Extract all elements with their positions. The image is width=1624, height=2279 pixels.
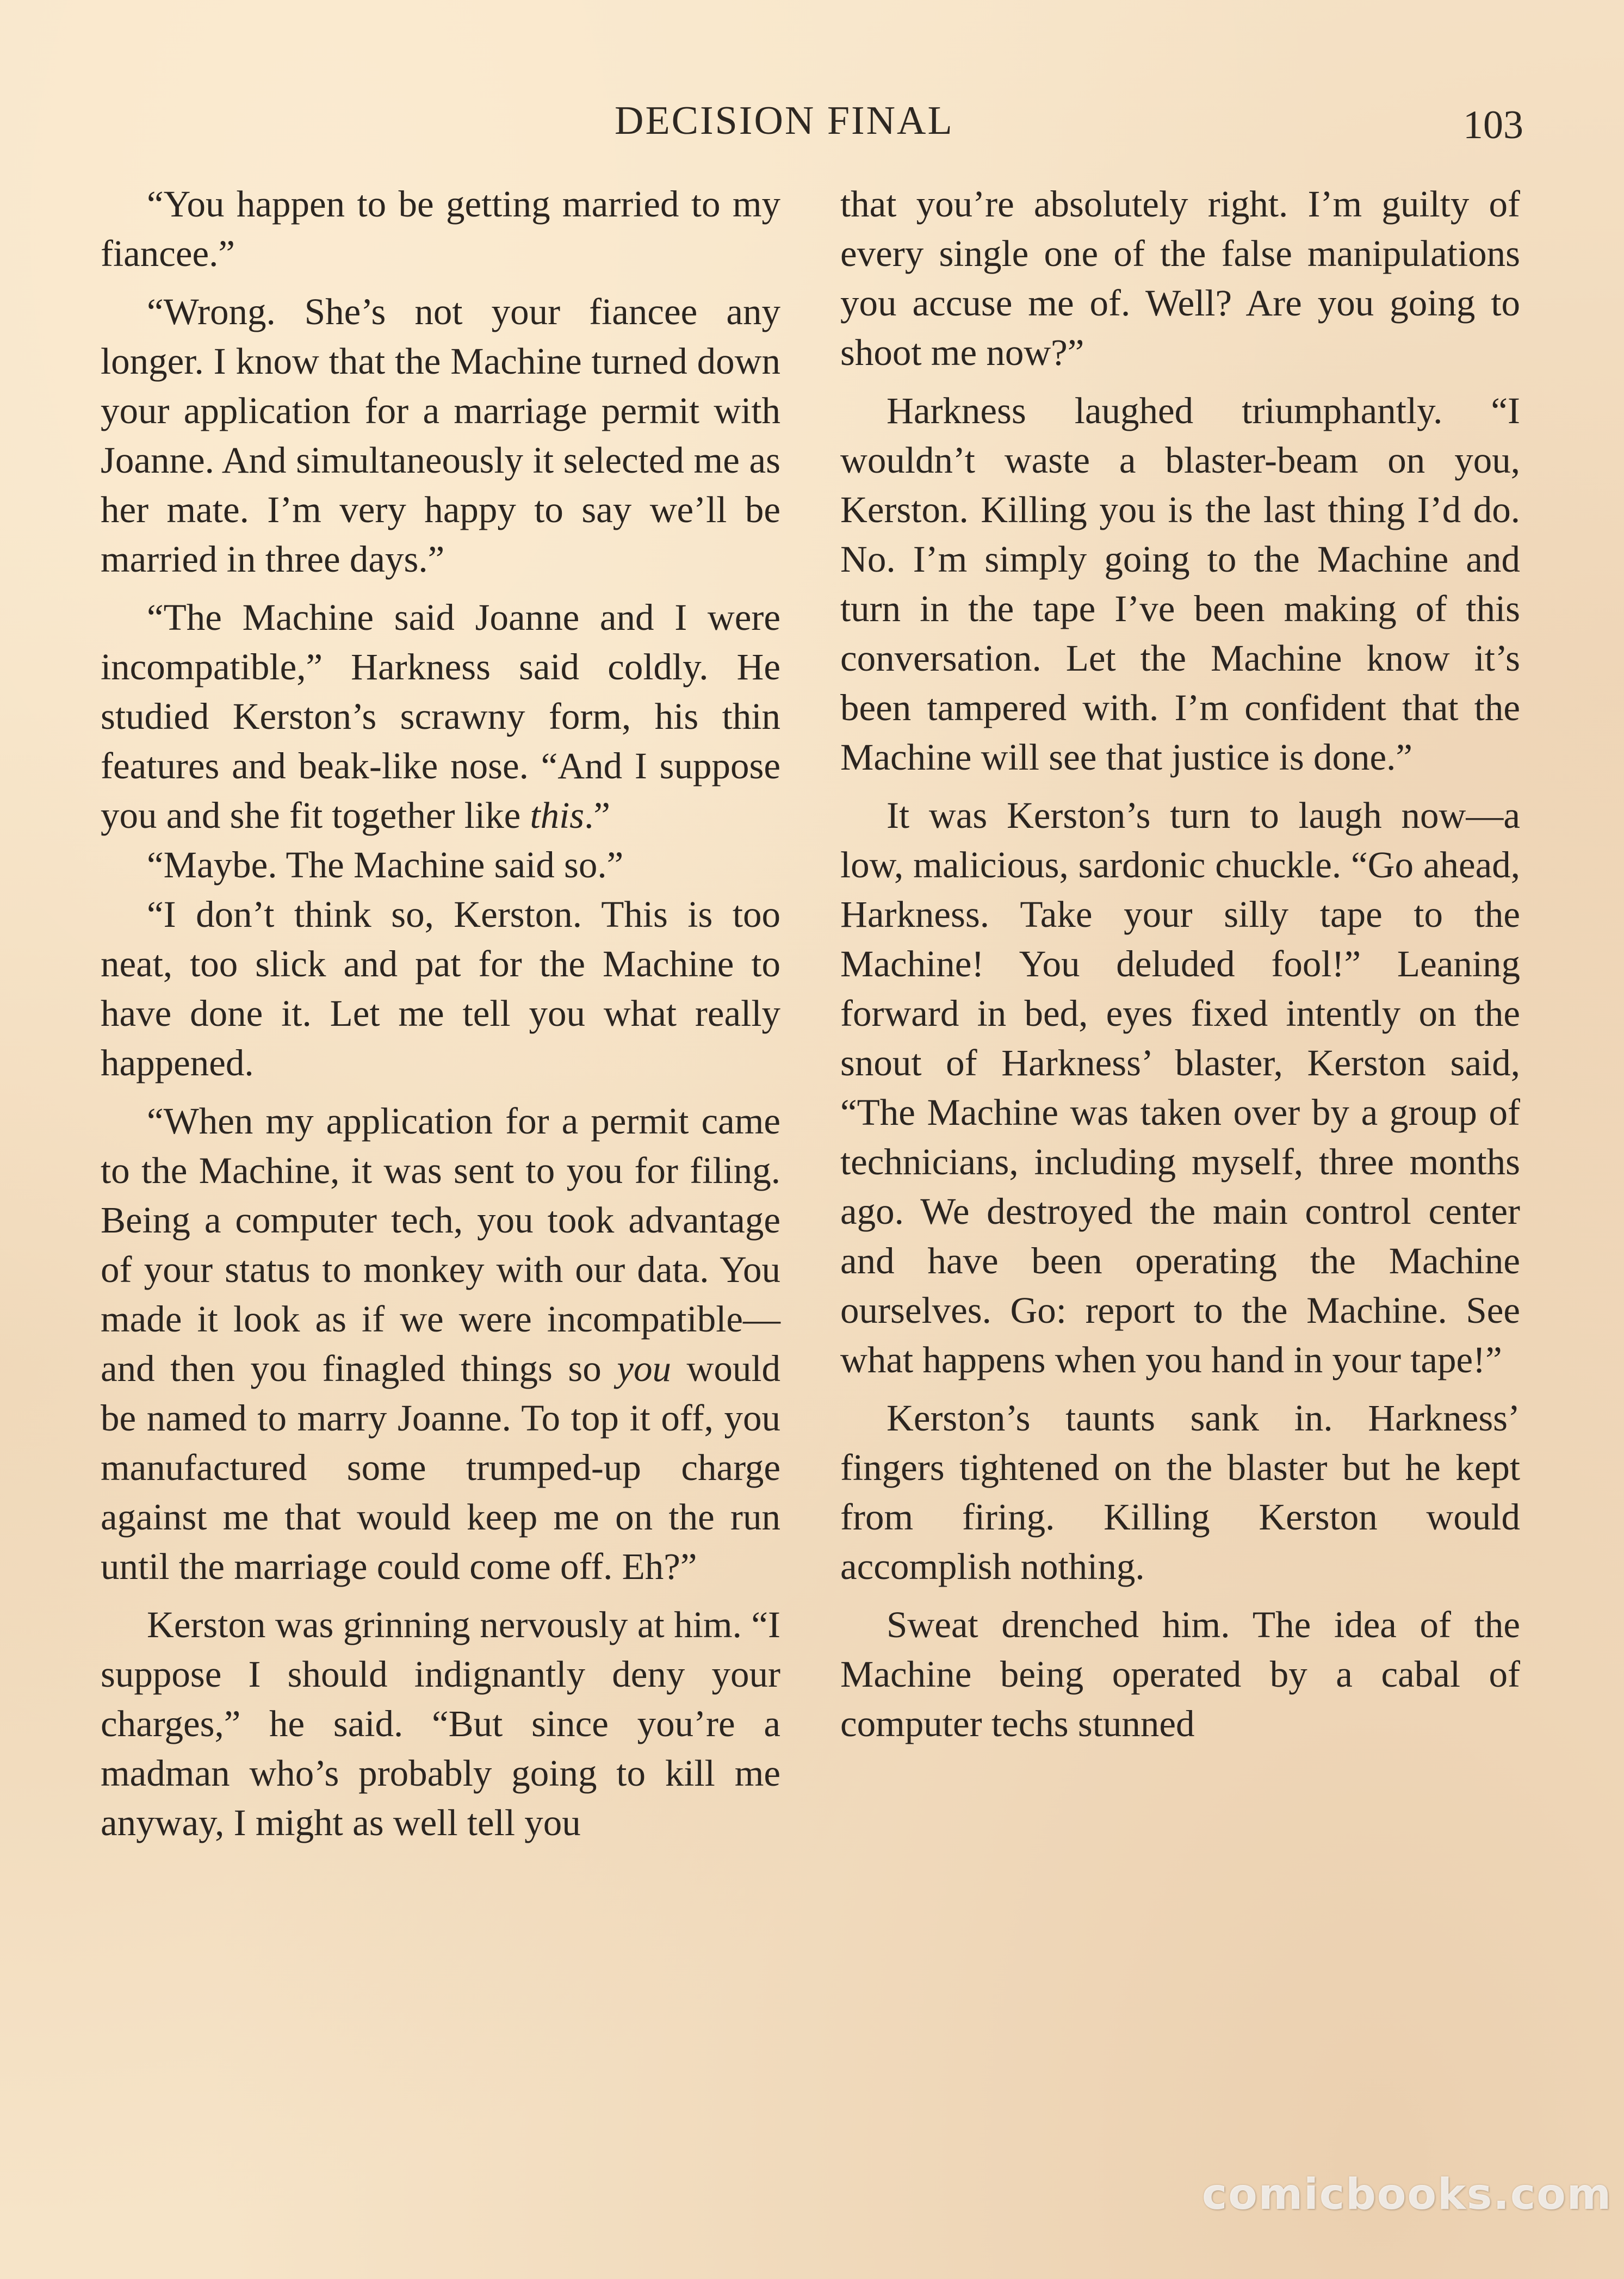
right-column [840,179,1520,1757]
paragraph-text: “Wrong. She’s not your fiancee any longer. I know that the Machine turned down your application for a marriage permit with Joanne. And simultaneously it selected me as her mate. I’m very happy to say we’ll be married in three days.” [101,291,780,580]
paragraph-text: “I don’t think so, Kerston. This is too neat, too slick and pat for the Machine to have done it. Let me tell you what really happened. [101,894,780,1083]
paragraph-text: “Maybe. The Machine said so.” [147,844,624,885]
paragraph-text: Harkness laughed triumphantly. “I wouldn’t waste a blaster-beam on you, Kerston. Killing you is the last thing I’d do. No. I’m simply going to the Machine and turn in the tape I’ve been making of this conversation. Let the Machine know it’s been tampered with. I’m confident that the Machine will see that justice is done.” [840,390,1520,778]
paragraph [840,1394,1520,1591]
paragraph-text: Kerston was grinning nervously at him. “I suppose I should indignantly deny your charges,” he said. “But since you’re a madman who’s probably going to kill me anyway, I might as well tell you [101,1604,780,1843]
paragraph-text: “The Machine said Joanne and I were incompatible,” Harkness said coldly. He studied Kerston’s scrawny form, his thin features and beak-like nose. “And I suppose you and she fit together like [101,597,780,836]
paragraph [101,179,780,278]
paragraph [840,179,1520,377]
paragraph [840,386,1520,782]
paragraph-text: Kerston’s taunts sank in. Harkness’ fingers tightened on the blaster but he kept from firing. Killing Kerston would accomplish nothing. [840,1397,1520,1587]
emphasis-text: you [617,1348,671,1389]
paragraph [101,1097,780,1591]
paragraph [840,791,1520,1385]
paragraph [101,890,780,1088]
paragraph-text: “When my application for a permit came to the Machine, it was sent to you for filing. Being a computer tech, you took advantage of your status to monkey with our data. You made it look as if we were incompatible—and then you finagled things so [101,1100,780,1389]
paragraph [101,840,780,890]
paragraph [101,1600,780,1848]
paragraph [101,593,780,840]
paragraph-text: that you’re absolutely right. I’m guilty of every single one of the false manipulations you accuse me of. Well? Are you going to shoot me now?” [840,183,1520,373]
emphasis-text: this [530,795,585,836]
watermark-text: comicbooks.com [1202,2170,1613,2219]
paragraph-text: would be named to marry Joanne. To top it off, you manufactured some trumped-up charge against me that would keep me on the run until the marriage could come off. Eh?” [101,1348,780,1587]
paragraph [101,287,780,584]
running-header [0,98,1624,152]
paragraph-text: It was Kerston’s turn to laugh now—a low, malicious, sardonic chuckle. “Go ahead, Harkness. Take your silly tape to the Machine! You deluded fool!” Leaning forward in bed, eyes fixed intently on the snout of Harkness’ blaster, Kerston said, “The Machine was taken over by a group of technicians, including myself, three months ago. We destroyed the main control center and have been operating the Machine ourselves. Go: report to the Machine. See what happens when you hand in your tape!” [840,795,1520,1380]
paragraph-text: .” [584,795,611,836]
left-column [101,179,780,1856]
paragraph [840,1600,1520,1749]
running-title: DECISION FINAL [615,98,954,143]
paragraph-text: “You happen to be getting married to my fiancee.” [101,183,780,274]
paragraph-text: Sweat drenched him. The idea of the Machine being operated by a cabal of computer techs stunned [840,1604,1520,1744]
page-number: 103 [1463,103,1523,147]
